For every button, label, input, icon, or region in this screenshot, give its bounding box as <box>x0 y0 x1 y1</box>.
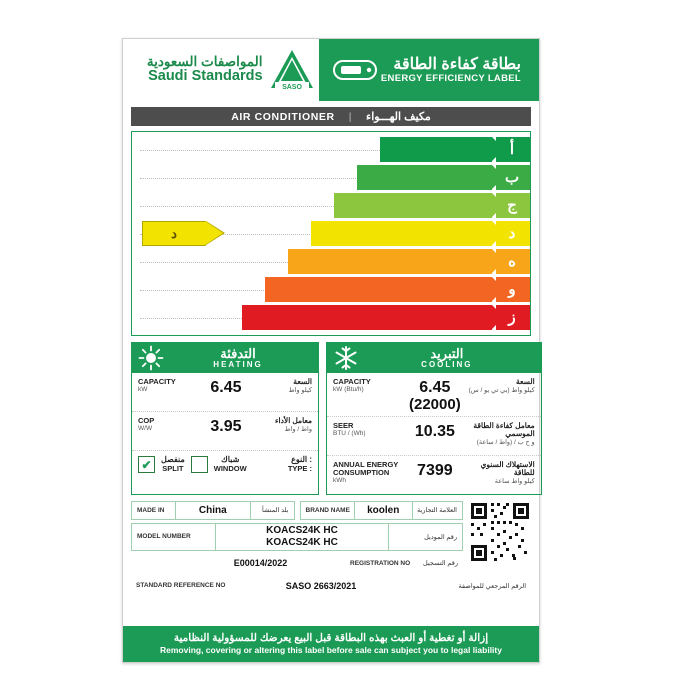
standard-label: STANDARD REFERENCE NO <box>136 582 226 590</box>
heating-capacity-label <box>138 378 210 394</box>
model-row <box>131 523 463 551</box>
cooling-annual-label-ar: الاستهلاك السنوي للطاقة <box>480 459 535 478</box>
model-value-1: KOACS24K HC <box>266 525 338 537</box>
heating-panel-header <box>132 343 318 373</box>
grade-bar-wrap <box>380 137 492 162</box>
brand-value: koolen <box>354 502 414 519</box>
cooling-title-ar: التبريد <box>430 345 464 361</box>
grade-letter: ز <box>508 309 516 326</box>
cooling-annual-label-ar-block <box>461 461 535 486</box>
efficiency-scale <box>131 131 531 336</box>
cooling-seer-unit-ar: و ح ب / (واط / ساعة) <box>476 438 535 446</box>
grade-row <box>132 305 530 330</box>
model-value-2: KOACS24K HC <box>266 536 338 548</box>
cooling-capacity-value <box>409 378 461 413</box>
grade-row <box>132 249 530 274</box>
type-row <box>132 451 318 478</box>
product-info-fields <box>131 501 463 576</box>
cooling-seer-label-ar-block <box>461 422 535 447</box>
cooling-capacity-btu: (22000) <box>409 395 461 413</box>
saso-name-ar: المواصفات السعودية <box>146 54 263 70</box>
heating-capacity-label-en: CAPACITY <box>138 377 176 386</box>
heating-cop-label-en: COP <box>138 416 155 425</box>
svg-text:SASO: SASO <box>281 84 302 91</box>
grade-letter: ج <box>507 197 517 214</box>
heating-capacity-label-ar: السعة <box>293 377 312 386</box>
saso-text <box>147 55 267 84</box>
split-label <box>161 456 185 473</box>
heating-capacity-unit-en: kW <box>138 386 148 394</box>
cooling-annual-label <box>333 461 409 485</box>
cooling-title-en: COOLING <box>421 359 473 369</box>
header-title-en: ENERGY EFFICIENCY LABEL <box>380 72 521 84</box>
heating-cop-unit-ar: واط / واط <box>284 425 312 433</box>
model-values <box>215 524 389 550</box>
grade-bar-wrap <box>242 305 492 330</box>
standard-label-ar: الرقم المرجعي للمواصفة <box>458 582 526 590</box>
footer-text-ar: إزالة أو تغطية أو العبث بهذه البطاقة قبل البيع يعرضك للمسؤولية النظامية <box>173 632 489 645</box>
cooling-seer-label-ar: معامل كفاءة الطاقة الموسمي <box>473 420 535 439</box>
cooling-seer-row <box>327 417 541 456</box>
type-caption-ar: النوع : <box>291 455 312 464</box>
saso-logo-icon <box>269 48 315 92</box>
footer-text-en: Removing, covering or altering this label before sale can subject you to legal liability <box>160 645 502 656</box>
product-type-ar: مكيف الهـــواء <box>366 111 431 123</box>
cooling-capacity-kw: 6.45 <box>419 379 451 396</box>
product-info-block <box>131 501 531 576</box>
grade-bar <box>334 193 492 218</box>
heating-cop-value: 3.95 <box>210 418 242 435</box>
model-label-ar: رقم الموديل <box>424 533 457 541</box>
product-type-separator: | <box>348 110 353 123</box>
cooling-capacity-label-ar: السعة <box>516 377 535 386</box>
heating-cop-label-ar: معامل الأداء <box>274 416 312 425</box>
header-title-ar: بطاقة كفاءة الطاقة <box>393 55 521 73</box>
air-conditioner-icon <box>331 55 379 85</box>
header-titles <box>379 56 529 84</box>
made-in-value: China <box>175 502 251 519</box>
heating-title-en: HEATING <box>213 359 263 369</box>
cooling-panel-header <box>327 343 541 373</box>
grade-bar-wrap <box>288 249 492 274</box>
saso-logo-block <box>123 39 319 101</box>
cooling-annual-unit-ar: كيلو واط ساعة <box>494 477 535 485</box>
label-header <box>123 39 539 101</box>
heating-titles <box>164 347 312 369</box>
current-grade-letter: د <box>142 221 206 246</box>
grade-bar <box>380 137 492 162</box>
snowflake-icon <box>333 345 359 371</box>
heating-cop-label <box>138 417 210 433</box>
cooling-seer-value: 10.35 <box>414 422 455 440</box>
grade-bar <box>357 165 492 190</box>
product-type-en: AIR CONDITIONER <box>231 110 335 123</box>
grade-row <box>132 165 530 190</box>
qr-code <box>469 501 531 563</box>
brand-row <box>300 501 464 520</box>
grade-bar-wrap <box>334 193 492 218</box>
standard-reference-row <box>131 578 531 594</box>
brand-label-ar: العلامة التجارية <box>417 507 457 515</box>
heating-capacity-row <box>132 373 318 412</box>
grade-letter: و <box>508 281 516 298</box>
made-in-label-ar: بلد المنشأ <box>262 507 289 515</box>
split-label-en: SPLIT <box>162 463 184 473</box>
cooling-annual-unit-en: kWh <box>333 477 346 485</box>
registration-label: REGISTRATION NO <box>350 559 411 567</box>
cooling-annual-row <box>327 456 541 494</box>
window-label <box>214 456 247 473</box>
grade-letter: أ <box>509 141 515 158</box>
cooling-capacity-label-ar-block <box>461 378 535 394</box>
type-caption-en: TYPE : <box>287 463 312 473</box>
grade-letter: ه <box>508 253 516 270</box>
split-label-ar: منفصل <box>161 455 185 464</box>
grade-bar <box>288 249 492 274</box>
energy-label-card <box>122 38 540 663</box>
heating-capacity-label-ar-block <box>242 378 312 394</box>
legal-footer <box>123 626 539 662</box>
heating-title-ar: التدفئة <box>220 345 256 361</box>
grade-bar-wrap <box>357 165 492 190</box>
cooling-seer-label-en: SEER <box>333 420 354 430</box>
cooling-capacity-label-en: CAPACITY <box>333 377 371 386</box>
heating-cop-row <box>132 412 318 451</box>
window-checkbox[interactable] <box>191 456 208 473</box>
grade-letter: ب <box>504 169 520 186</box>
heating-cop-unit-en: W/W <box>138 425 153 433</box>
cooling-panel <box>326 342 542 495</box>
made-in-label: MADE IN <box>137 506 165 514</box>
performance-panels <box>131 342 535 495</box>
registration-label-ar: رقم التسجيل <box>422 560 458 568</box>
cooling-capacity-label <box>333 378 409 394</box>
cooling-seer-label <box>333 422 409 438</box>
grade-row <box>132 221 530 246</box>
grade-bar <box>311 221 492 246</box>
grade-bar <box>265 277 492 302</box>
cooling-capacity-row <box>327 373 541 417</box>
heating-capacity-unit-ar: كيلو واط <box>288 386 312 394</box>
current-grade-pointer <box>142 221 206 246</box>
heating-capacity-value: 6.45 <box>210 379 242 396</box>
type-caption <box>288 456 312 473</box>
made-in-row <box>131 501 295 520</box>
window-label-ar: شباك <box>221 455 240 464</box>
model-label: MODEL NUMBER <box>137 533 191 541</box>
heating-panel <box>131 342 319 495</box>
brand-label: BRAND NAME <box>305 506 350 514</box>
cooling-seer-unit-en: BTU / (Wh) <box>333 429 366 437</box>
heating-cop-label-ar-block <box>242 417 312 433</box>
cooling-capacity-unit-en: kW (Btu/h) <box>333 386 364 394</box>
grade-bar-wrap <box>265 277 492 302</box>
cooling-annual-value: 7399 <box>417 461 453 479</box>
grade-bar-wrap <box>311 221 492 246</box>
cooling-annual-label-en: ANNUAL ENERGY CONSUMPTION <box>333 459 399 477</box>
split-checkbox[interactable]: ✔ <box>138 456 155 473</box>
header-title-block <box>319 39 539 101</box>
product-type-bar <box>131 107 531 126</box>
saso-name-en: Saudi Standards <box>148 68 263 85</box>
grade-row <box>132 137 530 162</box>
window-label-en: WINDOW <box>213 463 247 473</box>
grade-row <box>132 193 530 218</box>
registration-row <box>131 554 463 573</box>
grade-row <box>132 277 530 302</box>
sun-icon <box>138 345 164 371</box>
registration-value: E00014/2022 <box>233 558 288 569</box>
cooling-capacity-unit-ar: كيلو واط (بي تي يو / س) <box>468 386 535 394</box>
grade-bar <box>242 305 492 330</box>
grade-letter: د <box>508 225 516 242</box>
standard-value: SASO 2663/2021 <box>285 580 357 591</box>
cooling-titles <box>359 347 535 369</box>
